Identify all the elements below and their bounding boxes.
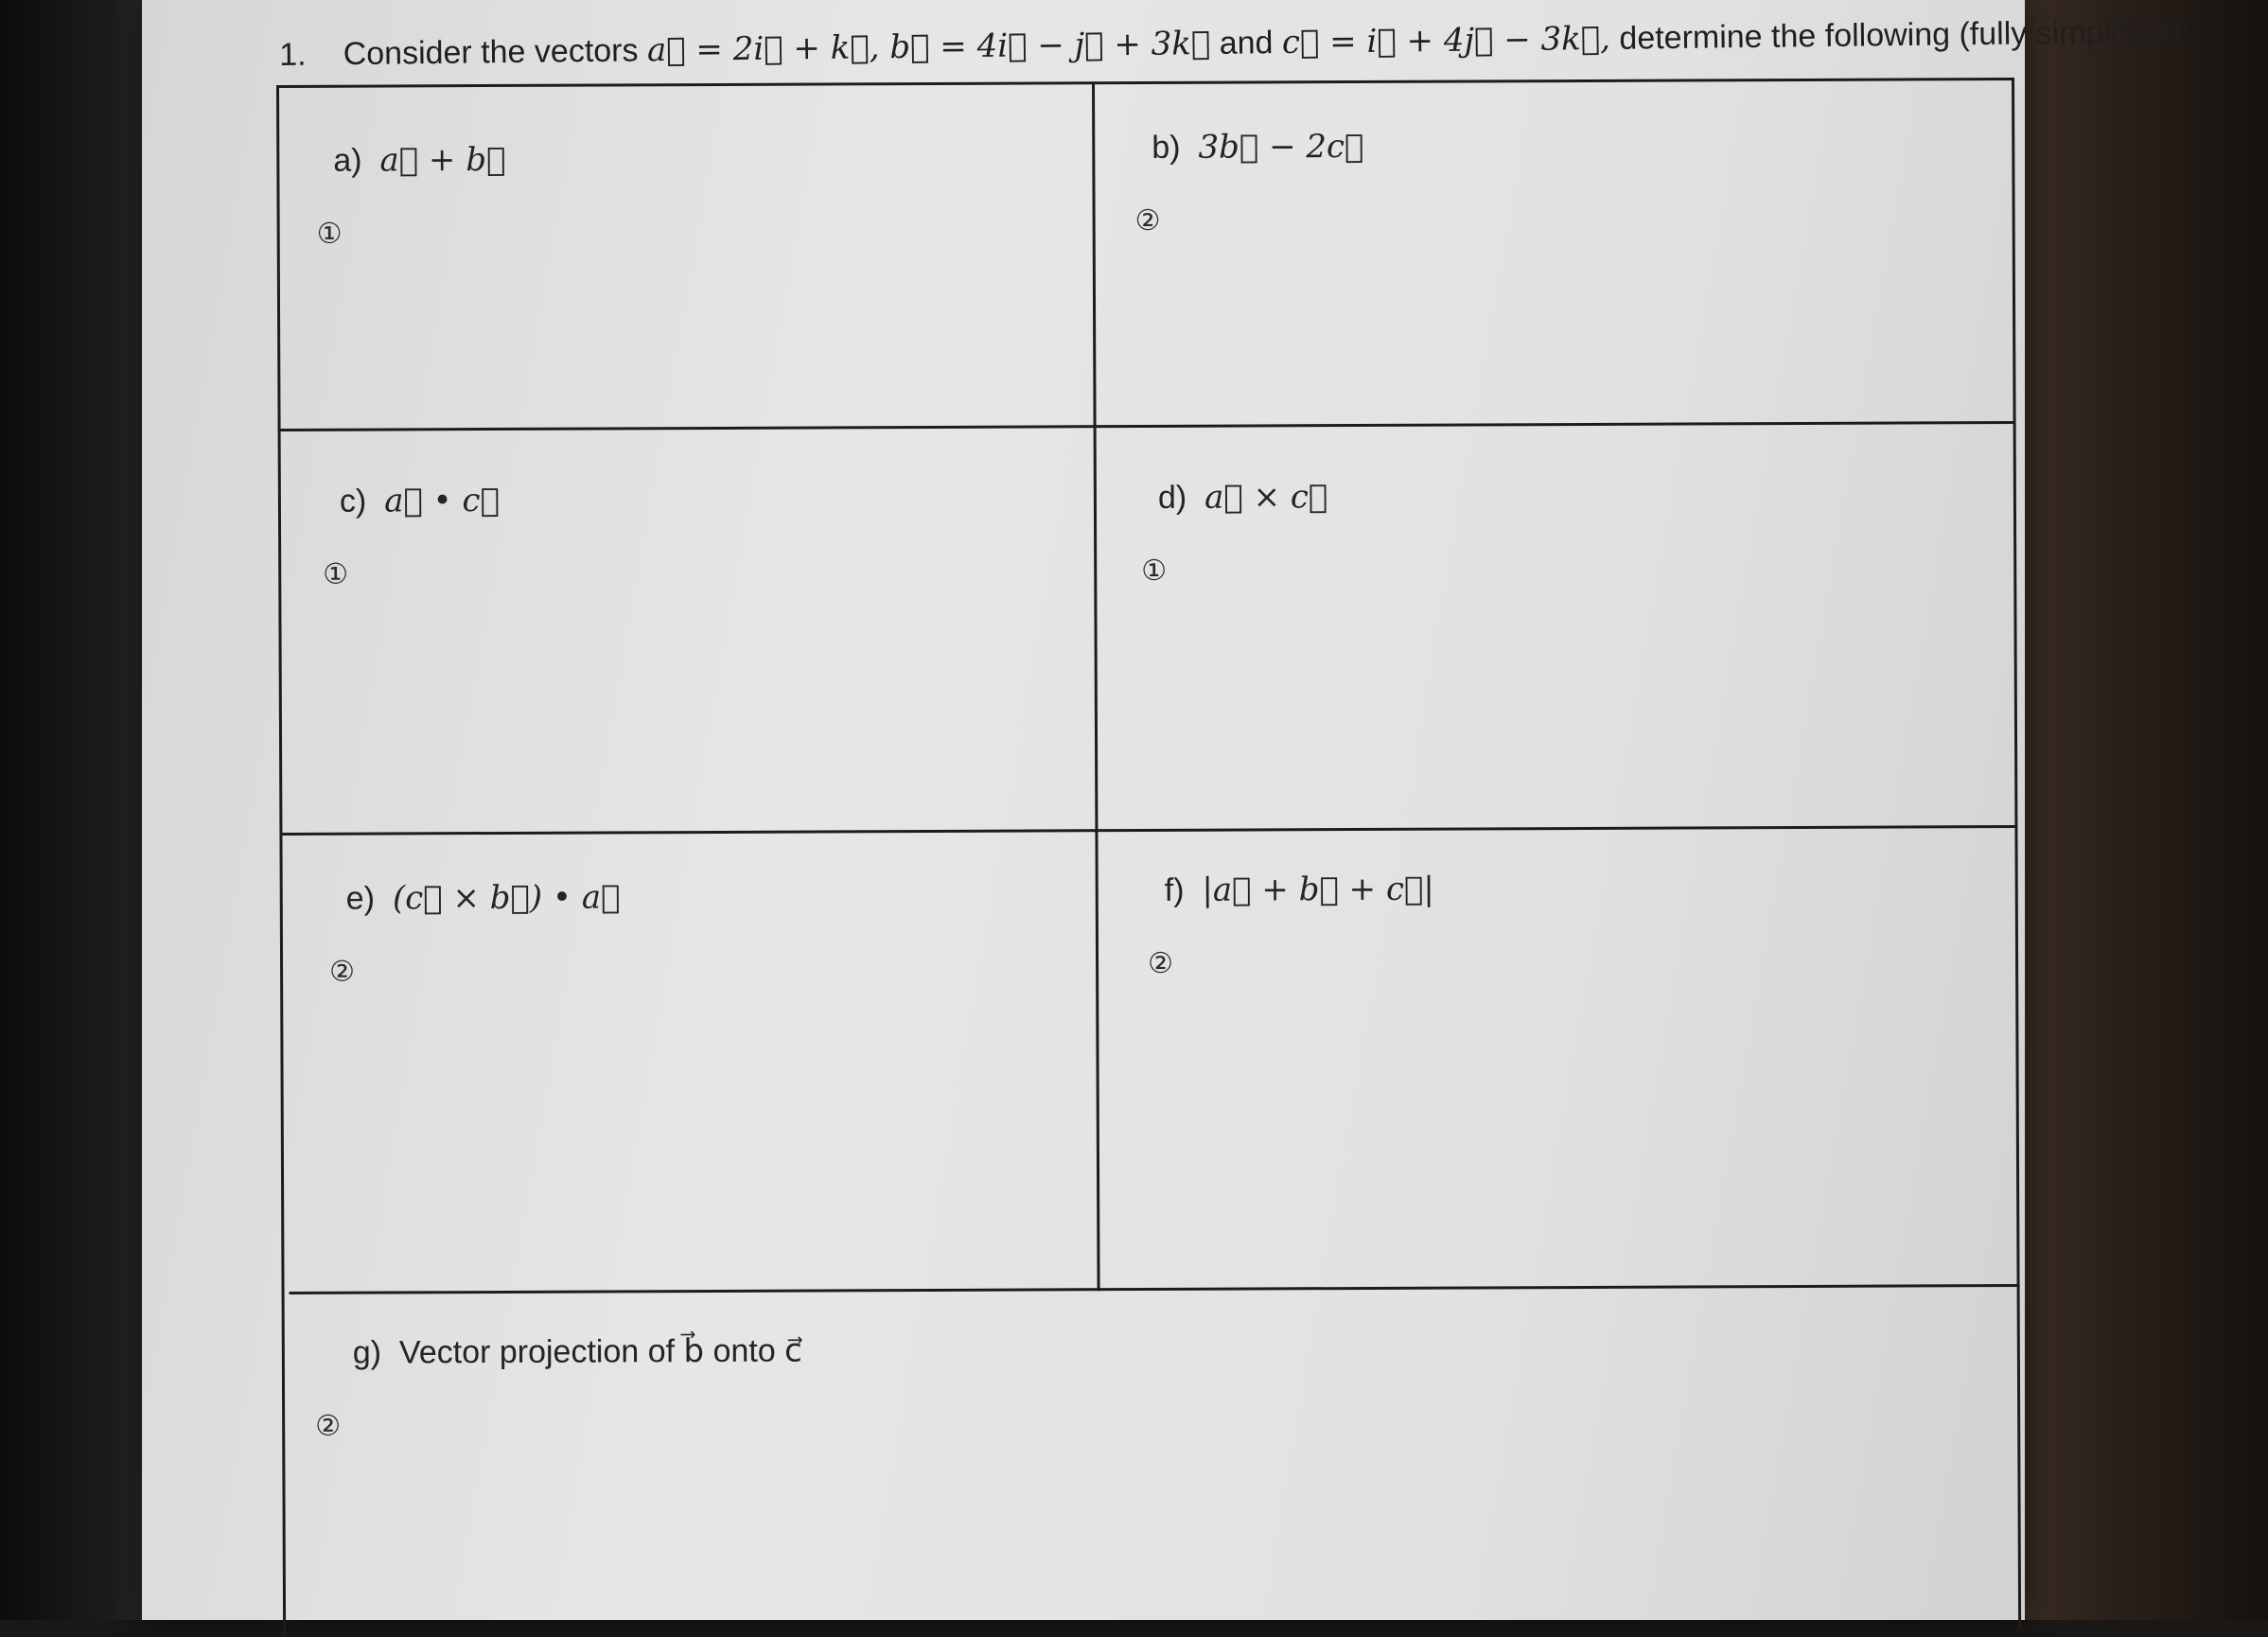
part-g-marks: ② [315, 1409, 342, 1443]
part-f-marks: ② [1147, 946, 1174, 980]
part-b-cell [1134, 127, 1364, 238]
part-d-expression: a⃗ × c⃗ [1204, 478, 1328, 517]
part-f-expression: |a⃗ + b⃗ + c⃗| [1202, 870, 1434, 909]
part-c-cell [323, 481, 501, 591]
row-divider-2 [282, 825, 2017, 836]
part-c-marks: ① [323, 557, 349, 591]
part-g-letter: g) [352, 1334, 382, 1371]
row-divider-3 [290, 1284, 2020, 1294]
part-a-marks: ① [316, 217, 343, 251]
row-divider-1 [278, 421, 2016, 431]
part-d-marks: ① [1141, 554, 1168, 589]
part-e-cell [329, 878, 621, 989]
part-a-cell [316, 140, 506, 251]
and-word: and [1219, 25, 1274, 62]
vector-c: c⃗ = i⃗ + 4j⃗ − 3k⃗, [1281, 19, 1611, 62]
part-b-marks: ② [1134, 203, 1161, 238]
part-e-letter: e) [345, 880, 376, 917]
part-c-letter: c) [339, 483, 367, 519]
part-f-cell [1147, 870, 1434, 980]
question-number: 1. [279, 36, 307, 73]
part-f-letter: f) [1164, 871, 1185, 908]
background-right [2013, 0, 2268, 1620]
part-b-letter: b) [1152, 129, 1181, 166]
question-instruction: determine the following (fully simplified): [1619, 13, 2190, 57]
part-e-marks: ② [329, 955, 356, 989]
part-d-letter: d) [1157, 479, 1187, 516]
part-d-cell [1141, 478, 1328, 589]
part-g-expression: Vector projection of b⃗ onto c⃗ [398, 1332, 802, 1371]
part-b-expression: 3b⃗ − 2c⃗ [1198, 127, 1364, 167]
question-intro: Consider the vectors [343, 32, 639, 73]
part-e-expression: (c⃗ × b⃗) • a⃗ [392, 878, 621, 918]
vectors-a-b: a⃗ = 2i⃗ + k⃗, b⃗ = 4i⃗ − j⃗ + 3k⃗ [646, 24, 1211, 70]
column-divider [1092, 81, 1100, 1291]
answer-table [276, 78, 2021, 1637]
part-a-letter: a) [333, 142, 362, 179]
part-g-cell [315, 1332, 802, 1443]
background-left [0, 0, 151, 1620]
part-c-expression: a⃗ • c⃗ [384, 481, 501, 520]
part-a-expression: a⃗ + b⃗ [379, 140, 506, 180]
